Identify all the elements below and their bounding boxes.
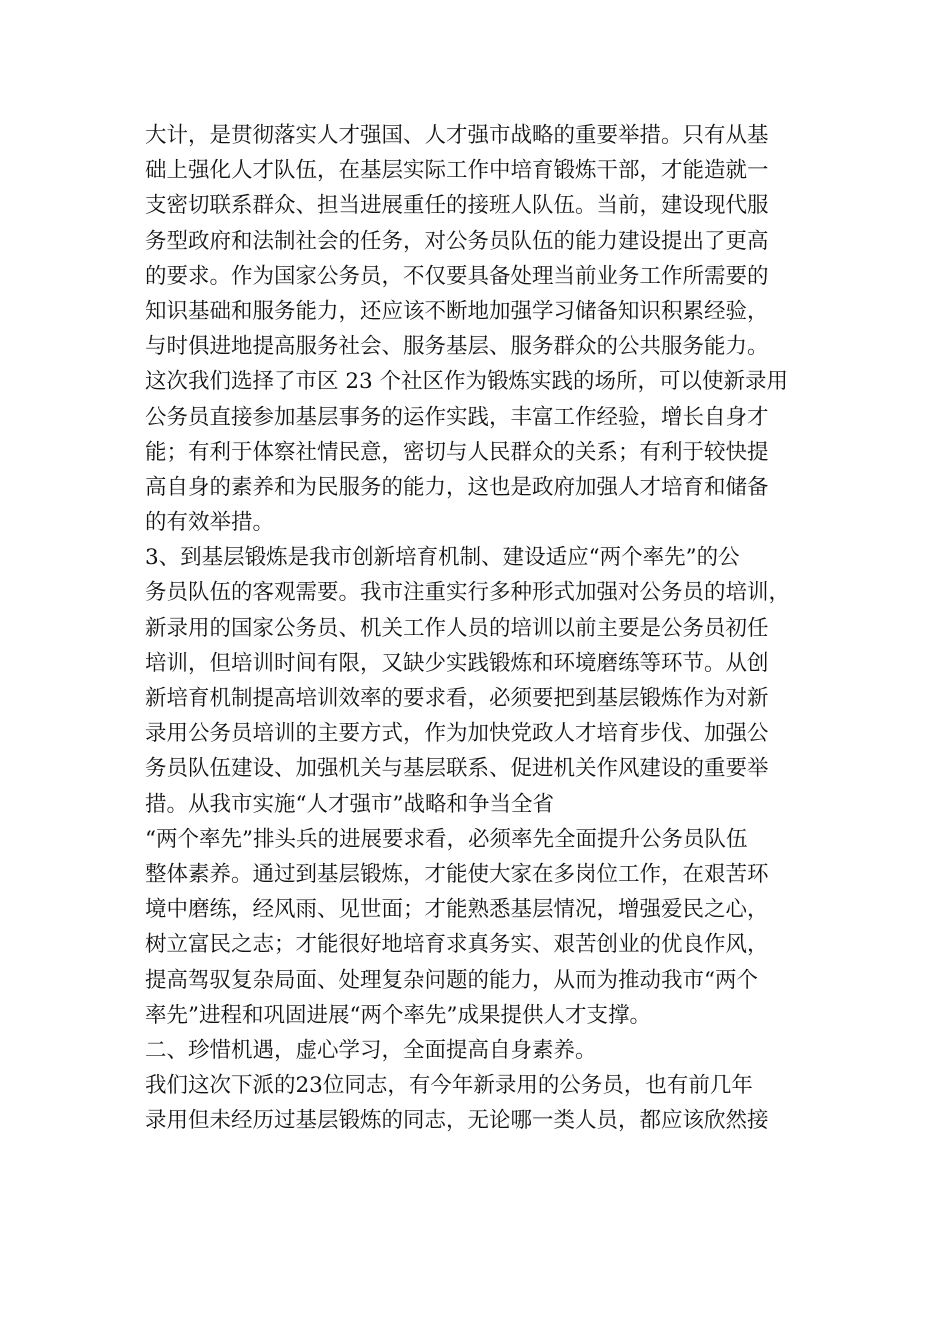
text-line: 的有效举措。: [145, 510, 275, 536]
text-line: 措。从我市实施“人才强市”战略和争当全省: [145, 791, 554, 817]
text-line: 我们这次下派的23位同志，有今年新录用的公务员，也有前几年: [145, 1073, 753, 1099]
text-line: 与时俱进地提高服务社会、服务基层、服务群众的公共服务能力。: [145, 334, 769, 360]
text-line: 务员队伍的客观需要。我市注重实行多种形式加强对公务员的培训，: [145, 580, 791, 606]
text-line: 新培育机制提高培训效率的要求看，必须要把到基层锻炼作为对新: [145, 686, 769, 711]
text-line: 培训，但培训时间有限，又缺少实践锻炼和环境磨练等环节。从创: [145, 650, 769, 676]
body-text: [145, 118, 825, 1138]
text-line: 录用但未经历过基层锻炼的同志，无论哪一类人员，都应该欣然接: [145, 1108, 769, 1134]
text-line: 务员队伍建设、加强机关与基层联系、促进机关作风建设的重要举: [145, 756, 769, 782]
text-line: 高自身的素养和为民服务的能力，这也是政府加强人才培育和储备: [145, 474, 769, 500]
text-line: 公务员直接参加基层事务的运作实践，丰富工作经验，增长自身才: [145, 404, 769, 430]
text-line: 录用公务员培训的主要方式，作为加快党政人才培育步伐、加强公: [145, 721, 769, 747]
text-line: 支密切联系群众、担当进展重任的接班人队伍。当前，建设现代服: [145, 193, 769, 219]
text-line: 整体素养。通过到基层锻炼，才能使大家在多岗位工作，在艰苦环: [145, 861, 769, 887]
text-line: 这次我们选择了市区 23 个社区作为锻炼实践的场所，可以使新录用: [145, 369, 789, 395]
text-line: 树立富民之志；才能很好地培育求真务实、艰苦创业的优良作风，: [145, 932, 769, 958]
text-line: 境中磨练，经风雨、见世面；才能熟悉基层情况，增强爱民之心，: [145, 897, 769, 923]
text-line: “两个率先”排头兵的进展要求看，必须率先全面提升公务员队伍: [145, 826, 748, 852]
text-line: 知识基础和服务能力，还应该不断地加强学习储备知识积累经验，: [145, 298, 769, 324]
text-line: 率先”进程和巩固进展“两个率先”成果提供人才支撑。: [145, 1002, 651, 1028]
text-line: 大计，是贯彻落实人才强国、人才强市战略的重要举措。只有从基: [145, 123, 769, 148]
text-line: 二、珍惜机遇，虚心学习，全面提高自身素养。: [145, 1037, 597, 1063]
text-line: 的要求。作为国家公务员，不仅要具备处理当前业务工作所需要的: [145, 263, 769, 289]
text-line: 务型政府和法制社会的任务，对公务员队伍的能力建设提出了更高: [145, 228, 769, 254]
text-line: 提高驾驭复杂局面、处理复杂问题的能力，从而为推动我市“两个: [145, 967, 758, 993]
text-line: 新录用的国家公务员、机关工作人员的培训以前主要是公务员初任: [145, 615, 769, 641]
text-line: 能；有利于体察社情民意，密切与人民群众的关系；有利于较快提: [145, 439, 769, 465]
text-line: 3、到基层锻炼是我市创新培育机制、建设适应“两个率先”的公: [145, 545, 740, 571]
text-line: 础上强化人才队伍，在基层实际工作中培育锻炼干部，才能造就一: [145, 158, 769, 184]
